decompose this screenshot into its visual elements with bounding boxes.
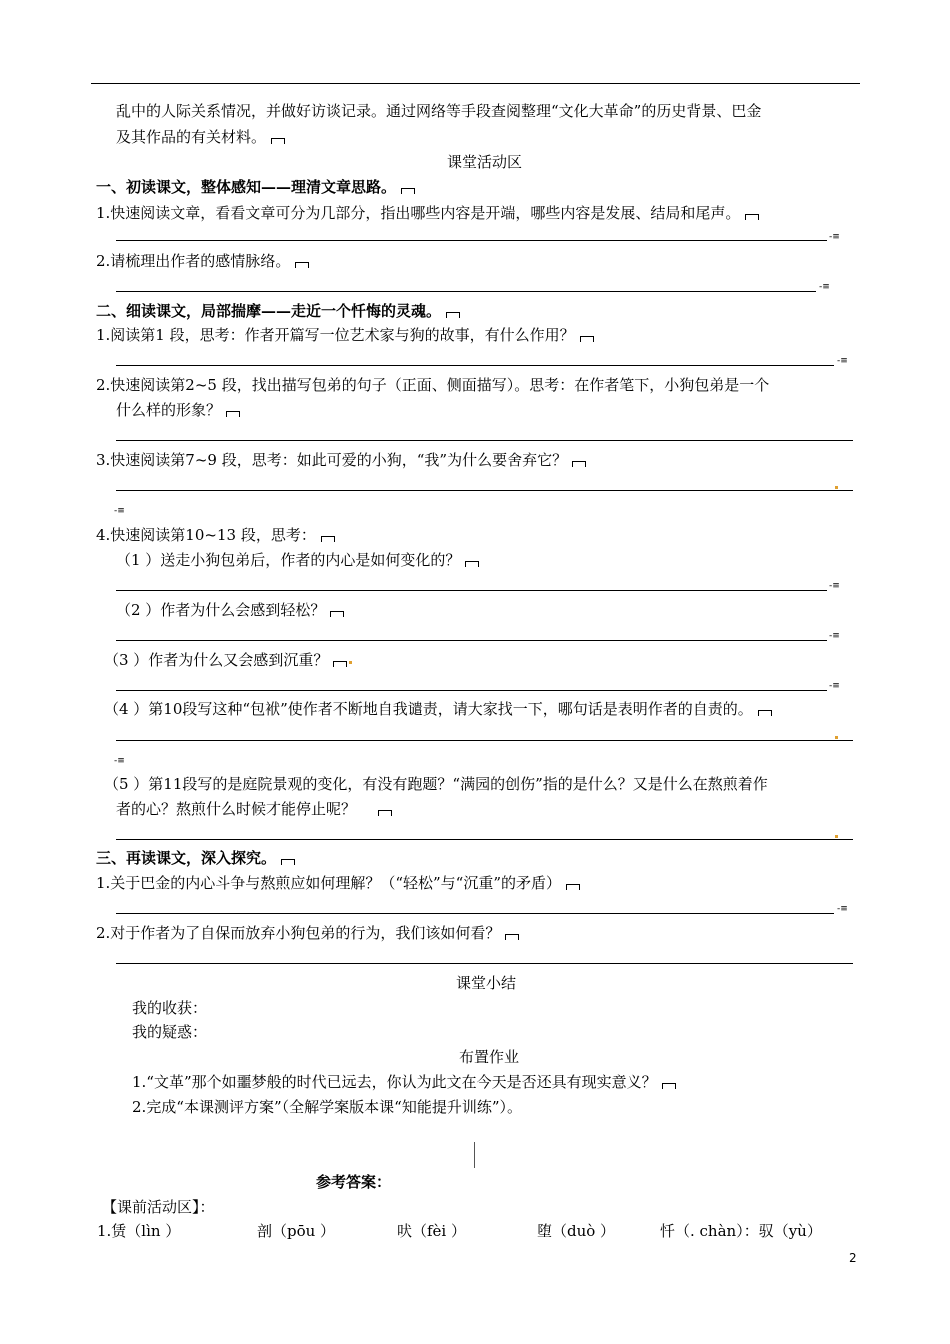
answers-title: 参考答案： — [316, 1173, 392, 1191]
paragraph-mark-icon — [758, 710, 772, 716]
part1-question-2: 2.请梳理出作者的感情脉络。 — [96, 251, 309, 271]
part2-sub-question-5-line-1: （5 ）第11段写的是庭院景观的变化，有没有跑题？“满园的创伤”指的是什么？又是什么在熬煎着作 — [104, 775, 768, 793]
margin-dot — [835, 835, 838, 838]
answer-item: 堕（duò ） — [537, 1222, 616, 1240]
part3-question-1: 1.关于巴金的内心斗争与熬煎应如何理解？（“轻松”与“沉重”的矛盾） — [96, 873, 580, 893]
paragraph-mark-icon — [333, 661, 347, 667]
margin-dot — [835, 736, 838, 739]
answer-item: 1.赁（lìn ） — [97, 1222, 181, 1240]
part2-question-2-line-2: 什么样的形象？ — [116, 400, 240, 420]
part2-sub-question-4: （4 ）第10段写这种“包袱”使作者不断地自我谴责，请大家找一下，哪句话是表明作者的自责的。 — [104, 699, 772, 719]
summary-doubt: 我的疑惑： — [132, 1023, 208, 1041]
paragraph-mark-icon — [505, 934, 519, 940]
summary-title: 课堂小结 — [456, 974, 517, 992]
answer-line — [116, 240, 827, 241]
paragraph-mark-icon — [295, 262, 309, 268]
page-number: 2 — [849, 1251, 857, 1265]
part2-sub-question-3: （3 ）作者为什么又会感到沉重？ — [104, 650, 347, 670]
paragraph-mark-icon — [465, 561, 479, 567]
answer-line — [116, 740, 853, 741]
paragraph-mark-icon — [271, 138, 285, 144]
part2-sub-question-5-line-2: 者的心？熬煎什么时候才能停止呢？ — [116, 799, 392, 819]
summary-gain: 我的收获： — [132, 999, 208, 1017]
paragraph-mark-icon — [401, 188, 415, 194]
answer-line — [116, 291, 816, 292]
margin-mark: -≡ — [829, 581, 840, 591]
section-title: 课堂活动区 — [447, 153, 523, 171]
top-rule — [91, 83, 860, 84]
part2-question-3: 3.快速阅读第7~9 段，思考：如此可爱的小狗，“我”为什么要舍弃它？ — [96, 450, 586, 470]
margin-mark: -≡ — [837, 904, 848, 914]
margin-mark: -≡ — [114, 756, 125, 766]
paragraph-mark-icon — [745, 214, 759, 220]
margin-mark: -≡ — [829, 232, 840, 242]
answer-line — [116, 640, 827, 641]
answer-item: 忏（. chàn）：驭（yù） — [660, 1222, 822, 1240]
pre-activity-label: 【课前活动区】： — [102, 1198, 215, 1216]
answer-line — [116, 839, 853, 840]
answer-line — [116, 440, 853, 441]
paragraph-mark-icon — [662, 1083, 676, 1089]
paragraph-mark-icon — [281, 859, 295, 865]
homework-title: 布置作业 — [459, 1048, 520, 1066]
part3-heading: 三、再读课文，深入探究。 — [96, 848, 295, 868]
vertical-divider — [474, 1142, 475, 1168]
margin-mark: -≡ — [819, 282, 830, 292]
paragraph-mark-icon — [580, 336, 594, 342]
answer-line — [116, 963, 853, 964]
answer-item: 吠（fèi ） — [397, 1222, 466, 1240]
part2-question-2-line-1: 2.快速阅读第2~5 段，找出描写包弟的句子（正面、侧面描写）。思考：在作者笔下，小狗包弟是一个 — [96, 376, 770, 394]
part2-sub-question-2: （2 ）作者为什么会感到轻松？ — [116, 600, 344, 620]
paragraph-mark-icon — [446, 312, 460, 318]
part2-sub-question-1: （1 ）送走小狗包弟后，作者的内心是如何变化的？ — [116, 550, 479, 570]
paragraph-mark-icon — [330, 611, 344, 617]
margin-dot — [835, 486, 838, 489]
homework-item-1: 1.“文革”那个如噩梦般的时代已远去，你认为此文在今天是否还具有现实意义？ — [132, 1072, 676, 1092]
intro-line-1: 乱中的人际关系情况，并做好访谈记录。通过网络等手段查阅整理“文化大革命”的历史背景、巴金 — [116, 102, 762, 120]
answer-line — [116, 913, 834, 914]
part2-heading: 二、细读课文，局部揣摩——走近一个忏悔的灵魂。 — [96, 301, 460, 321]
answer-line — [116, 365, 834, 366]
paragraph-mark-icon — [226, 411, 240, 417]
margin-mark: -≡ — [829, 631, 840, 641]
answer-line — [116, 690, 827, 691]
homework-item-2: 2.完成“本课测评方案”（全解学案版本课“知能提升训练”）。 — [132, 1098, 522, 1116]
paragraph-mark-icon — [572, 461, 586, 467]
part2-question-4: 4.快速阅读第10~13 段，思考： — [96, 525, 335, 545]
margin-mark: -≡ — [829, 681, 840, 691]
answer-line — [116, 590, 827, 591]
part2-question-1: 1.阅读第1 段，思考：作者开篇写一位艺术家与狗的故事，有什么作用？ — [96, 325, 594, 345]
paragraph-mark-icon — [566, 884, 580, 890]
answer-item: 剖（pōu ） — [257, 1222, 336, 1240]
margin-mark: -≡ — [837, 356, 848, 366]
paragraph-mark-icon — [321, 536, 335, 542]
part1-heading: 一、初读课文，整体感知——理清文章思路。 — [96, 177, 415, 197]
paragraph-mark-icon — [378, 810, 392, 816]
margin-mark: -≡ — [114, 506, 125, 516]
part3-question-2: 2.对于作者为了自保而放弃小狗包弟的行为，我们该如何看？ — [96, 923, 519, 943]
intro-line-2: 及其作品的有关材料。 — [116, 127, 285, 147]
margin-dot — [349, 661, 352, 664]
answer-line — [116, 490, 853, 491]
part1-question-1: 1.快速阅读文章，看看文章可分为几部分，指出哪些内容是开端，哪些内容是发展、结局和尾声。 — [96, 203, 759, 223]
